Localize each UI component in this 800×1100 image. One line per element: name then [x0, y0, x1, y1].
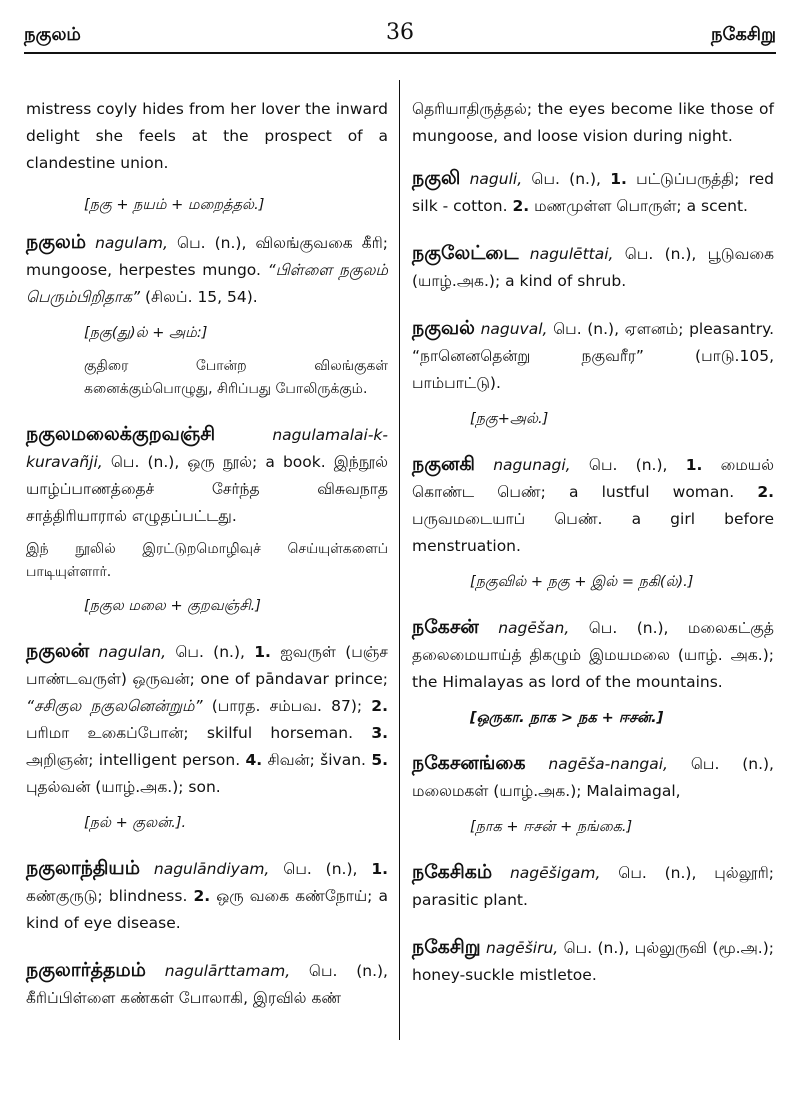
- etymology: [நகுவில் + நகு + இல் = நகி(ல்).]: [470, 574, 694, 590]
- dictionary-entry: [412, 750, 774, 839]
- column-divider: [399, 80, 400, 1040]
- transliteration: nagēšan,: [498, 619, 570, 637]
- dictionary-entry: [412, 240, 774, 295]
- continued-entry: [412, 96, 774, 150]
- transliteration: nagulārttamam,: [164, 961, 291, 980]
- etymology: [நகு + நயம் + மறைத்தல்.]: [84, 196, 265, 213]
- sense-number: 2.: [371, 696, 388, 715]
- dictionary-entry: [412, 315, 774, 431]
- transliteration: nagēšigam,: [509, 864, 601, 882]
- citation-source: (பாடு.105, பாம்பாட்டு).: [412, 347, 774, 392]
- sense-number: 1.: [685, 456, 703, 474]
- definition: ஒரு நூல்; a book. இந்நூல் யாழ்ப்பாணத்தைச் சேர்ந்த விசுவநாத சாத்திரியாரால் எழுதப்பட்டது.: [26, 452, 388, 525]
- dictionary-entry: [26, 855, 388, 937]
- sense-number: 5.: [371, 750, 388, 769]
- headword: நகேசிகம்: [412, 861, 493, 883]
- sense-number: 1.: [371, 859, 389, 878]
- sense-number: 3.: [371, 723, 388, 742]
- definition: மலைமகள் (யாழ்.அக.); Malaimagal,: [412, 782, 681, 800]
- definition: ஏளனம்; pleasantry.: [624, 320, 774, 338]
- transliteration: nagulamalai-k-kuravañji,: [26, 425, 388, 471]
- running-head-right: நகேசிறு: [711, 24, 776, 45]
- definition: விலங்குவகை கீரி; mungoose, herpestes mungo.: [26, 233, 389, 279]
- headword: நகுலம்: [26, 230, 87, 253]
- page-number: 36: [386, 20, 414, 45]
- citation-quote: “பிள்ளை நகுலம் பெரும்பிறிதாக”: [26, 260, 388, 306]
- headword: நகேசனங்கை: [412, 752, 526, 774]
- transliteration: nagēša-nangai,: [548, 755, 668, 773]
- transliteration: nagulan,: [98, 642, 167, 661]
- dictionary-entry: [412, 451, 774, 594]
- part-of-speech: பெ. (n.),: [588, 619, 669, 637]
- part-of-speech: பெ. (n.),: [563, 939, 630, 957]
- part-of-speech: பெ. (n.),: [531, 170, 601, 188]
- etymology: [நகுல மலை + குறவஞ்சி.]: [84, 597, 261, 614]
- part-of-speech: பெ. (n.),: [177, 233, 247, 252]
- sense: பருவமடையாப் பெண். a girl before menstruation.: [412, 510, 774, 555]
- part-of-speech: பெ. (n.),: [624, 245, 697, 263]
- tamil-note: குதிரை போன்ற விலங்குகள் கனைக்கும்பொழுது, சிரிப்பது போலிருக்கும்.: [84, 357, 388, 397]
- definition: புல்லூரி; parasitic plant.: [412, 864, 774, 909]
- part-of-speech: பெ. (n.),: [588, 456, 668, 474]
- etymology: [நல் + குலன்.].: [84, 814, 187, 831]
- tamil-note: இந் நூலில் இரட்டுறமொழிவுச் செய்யுள்களைப் பாடியுள்ளார்.: [26, 540, 388, 580]
- sense-number: 2.: [193, 886, 211, 905]
- headword: நகுலன்: [26, 639, 90, 662]
- sense: மணமுள்ள பொருள்; a scent.: [534, 197, 748, 215]
- part-of-speech: பெ. (n.),: [553, 320, 620, 338]
- sense: அறிஞன்; intelligent person.: [26, 750, 241, 769]
- definition: புல்லுருவி (மூ.அ.); honey-suckle mistletoe.: [412, 939, 774, 984]
- citation-source: (சிலப். 15, 54).: [145, 287, 258, 306]
- headword: நகுலேட்டை: [412, 242, 519, 264]
- sense-number: 1.: [610, 170, 627, 188]
- dictionary-entry: [26, 957, 388, 1012]
- transliteration: nagulāndiyam,: [153, 859, 270, 878]
- transliteration: naguli,: [469, 170, 523, 188]
- dictionary-entry: [26, 638, 388, 835]
- sense: ஒரு வகை கண்நோய்; a kind of eye disease.: [26, 886, 388, 932]
- part-of-speech: பெ. (n.),: [110, 452, 180, 471]
- definition: கீரிப்பிள்ளை கண்கள் போலாகி, இரவில் கண்: [26, 988, 342, 1007]
- dictionary-entry: [26, 421, 388, 618]
- sense: பட்டுப்பருத்தி; red silk - cotton.: [412, 170, 774, 215]
- etymology: [ஒருகா. நாக > நக + ஈசன்.]: [470, 710, 664, 726]
- etymology: [நகு(து)ல் + அம்:]: [84, 324, 208, 341]
- headword: நகுனகி: [412, 453, 475, 475]
- continued-text: mistress coyly hides from her lover the inward delight she feels at the prospect of a clandestine union.: [26, 99, 388, 172]
- headword: நகுலி: [412, 167, 461, 189]
- etymology: [நகு+அல்.]: [470, 411, 549, 427]
- headword: நகேசன்: [412, 616, 479, 638]
- sense-number: 1.: [254, 642, 271, 661]
- sense-number: 2.: [512, 197, 530, 215]
- part-of-speech: பெ. (n.),: [618, 864, 697, 882]
- sense: ஐவருள் (பஞ்ச பாண்டவருள்) ஒருவன்; one of pāndavar prince;: [26, 642, 389, 688]
- citation-quote: “சசிகுல நகுலனென்றும்”: [26, 696, 203, 715]
- continued-text: தெரியாதிருத்தல்; the eyes become like those of mungoose, and loose vision during night.: [412, 99, 774, 145]
- sense: மையல் கொண்ட பெண்; a lustful woman.: [412, 456, 774, 501]
- sense: சிவன்; šivan.: [267, 750, 366, 769]
- continued-entry: [26, 96, 388, 217]
- part-of-speech: பெ. (n.),: [308, 961, 388, 980]
- definition: மலைகட்குத் தலைமையாய்த் திகழும் இமயமலை (யாழ். அக.); the Himalayas as lord of the mountains.: [412, 619, 774, 691]
- headword: நகுவல்: [412, 317, 475, 339]
- part-of-speech: பெ. (n.),: [283, 859, 358, 878]
- sense-number: 2.: [757, 483, 774, 501]
- dictionary-entry: [412, 614, 774, 730]
- etymology: [நாக + ஈசன் + நங்கை.]: [470, 819, 633, 835]
- definition: பூடுவகை (யாழ்.அக.); a kind of shrub.: [412, 245, 775, 290]
- headword: நகேசிறு: [412, 936, 481, 958]
- part-of-speech: பெ. (n.),: [690, 755, 774, 773]
- citation-quote: “நானெனதென்று நகுவரீர”: [412, 347, 644, 365]
- dictionary-entry: [26, 229, 388, 401]
- dictionary-entry: [412, 934, 774, 989]
- sense: புதல்வன் (யாழ்.அக.); son.: [26, 777, 221, 796]
- left-column: [26, 80, 388, 1060]
- transliteration: nagulēttai,: [529, 245, 614, 263]
- headword: நகுலமலைக்குறவஞ்சி: [26, 422, 216, 445]
- running-head-left: நகுலம்: [24, 24, 81, 45]
- citation-source: (பாரத. சம்பவ. 87);: [211, 696, 363, 715]
- dictionary-entry: [412, 165, 774, 220]
- sense-number: 4.: [245, 750, 263, 769]
- page-header: [24, 8, 776, 54]
- part-of-speech: பெ. (n.),: [175, 642, 245, 661]
- headword: நகுலாந்தியம்: [26, 856, 140, 879]
- right-column: [412, 80, 774, 1060]
- sense: பரிமா உகைப்போன்; skilful horseman.: [26, 723, 354, 742]
- transliteration: nagēširu,: [486, 939, 559, 957]
- transliteration: naguval,: [480, 320, 548, 338]
- dictionary-entry: [412, 859, 774, 914]
- headword: நகுலார்த்தமம்: [26, 958, 146, 981]
- transliteration: nagunagi,: [493, 456, 571, 474]
- transliteration: nagulam,: [95, 233, 168, 252]
- sense: கண்குருடு; blindness.: [26, 886, 188, 905]
